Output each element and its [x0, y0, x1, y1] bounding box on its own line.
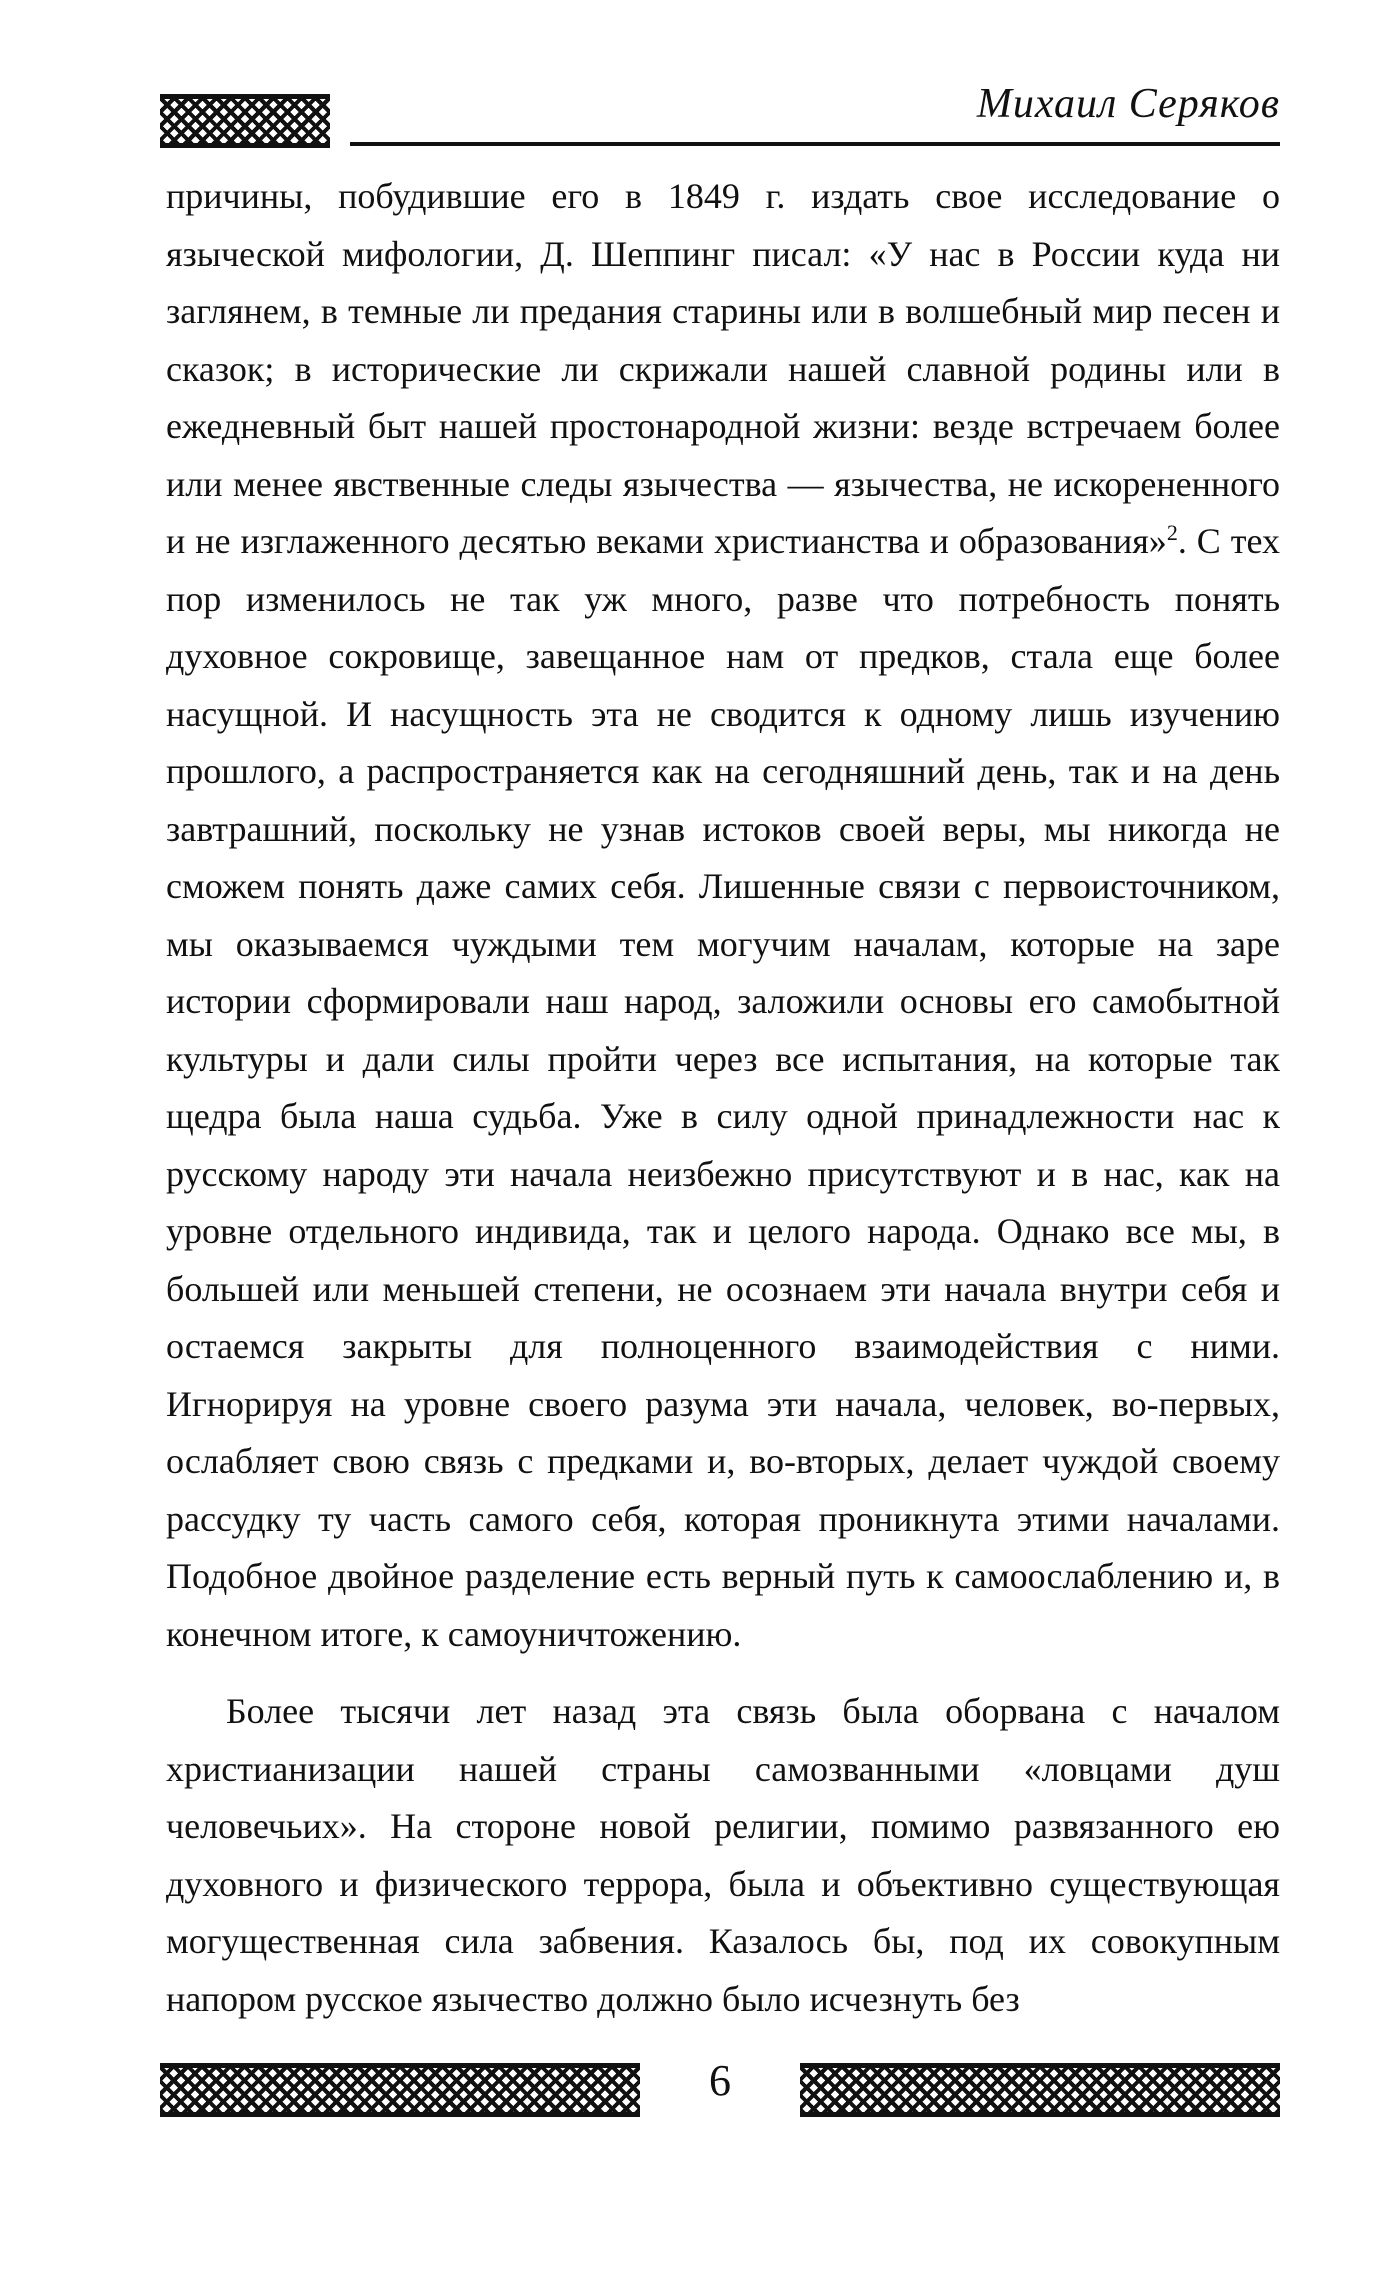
- header-rule: [350, 142, 1280, 146]
- footnote-marker[interactable]: 2: [1166, 520, 1178, 545]
- paragraph-2: Более тысячи лет назад эта связь была оборвана с началом христианизации нашей страны самозванными «ловцами душ человечьих». На стороне новой религии, помимо развязанного ею духовного и физического террора, была и объективно существующая могущественная сила забвения. Казалось бы, под их совокупным напором русское язычество должно было исчезнуть без: [166, 1691, 1280, 2019]
- paragraph-1-text: причины, побудившие его в 1849 г. издать свое исследование о языческой мифологии, Д. Шеппинг писал: «У нас в России куда ни заглянем, в темные ли предания старины или в волшебный мир песен и сказок; в исторические ли скрижали нашей славной родины или в ежедневный быт нашей простонародной жизни: везде встречаем более или менее явственные следы язычества — язычества, не искорененного и не изглаженного десятью веками христианства и образования»: [166, 176, 1280, 561]
- running-head-author: Михаил Серяков: [976, 81, 1280, 127]
- page-body: [166, 168, 1280, 2028]
- header-ornament: [160, 94, 330, 148]
- paragraph-1-continued: . С тех пор изменилось не так уж много, разве что потребность понять духовное сокровище, завещанное нам от предков, стала еще более насущной. И насущность эта не сводится к одному лишь изучению прошлого, а распространяется как на сегодняшний день, так и на день завтрашний, поскольку не узнав истоков своей веры, мы никогда не сможем понять даже самих себя. Лишенные связи с первоисточником, мы оказываемся чуждыми тем могучим началам, которые на заре истории сформировали наш народ, заложили основы его самобытной культуры и дали силы пройти через все испытания, на которые так щедра была наша судьба. Уже в силу одной принадлежности нас к русскому народу эти начала неизбежно присутствуют и в нас, как на уровне отдельного индивида, так и целого народа. Однако все мы, в большей или меньшей степени, не осознаем эти начала внутри себя и остаемся закрыты для полноценного взаимодействия с ними. Игнорируя на уровне своего разума эти начала, человек, во-первых, ослабляет свою связь с предками и, во-вторых, делает чуждой своему рассудку ту часть самого себя, которая проникнута этими началами. Подобное двойное разделение есть верный путь к самоослаблению и, в конечном итоге, к самоуничтожению.: [166, 521, 1280, 1654]
- footer-ornament-right: [800, 2063, 1280, 2117]
- running-header: [160, 80, 1280, 150]
- page-footer: [160, 2055, 1280, 2115]
- paragraph-1: [166, 168, 1280, 1663]
- page-number: 6: [709, 2056, 731, 2105]
